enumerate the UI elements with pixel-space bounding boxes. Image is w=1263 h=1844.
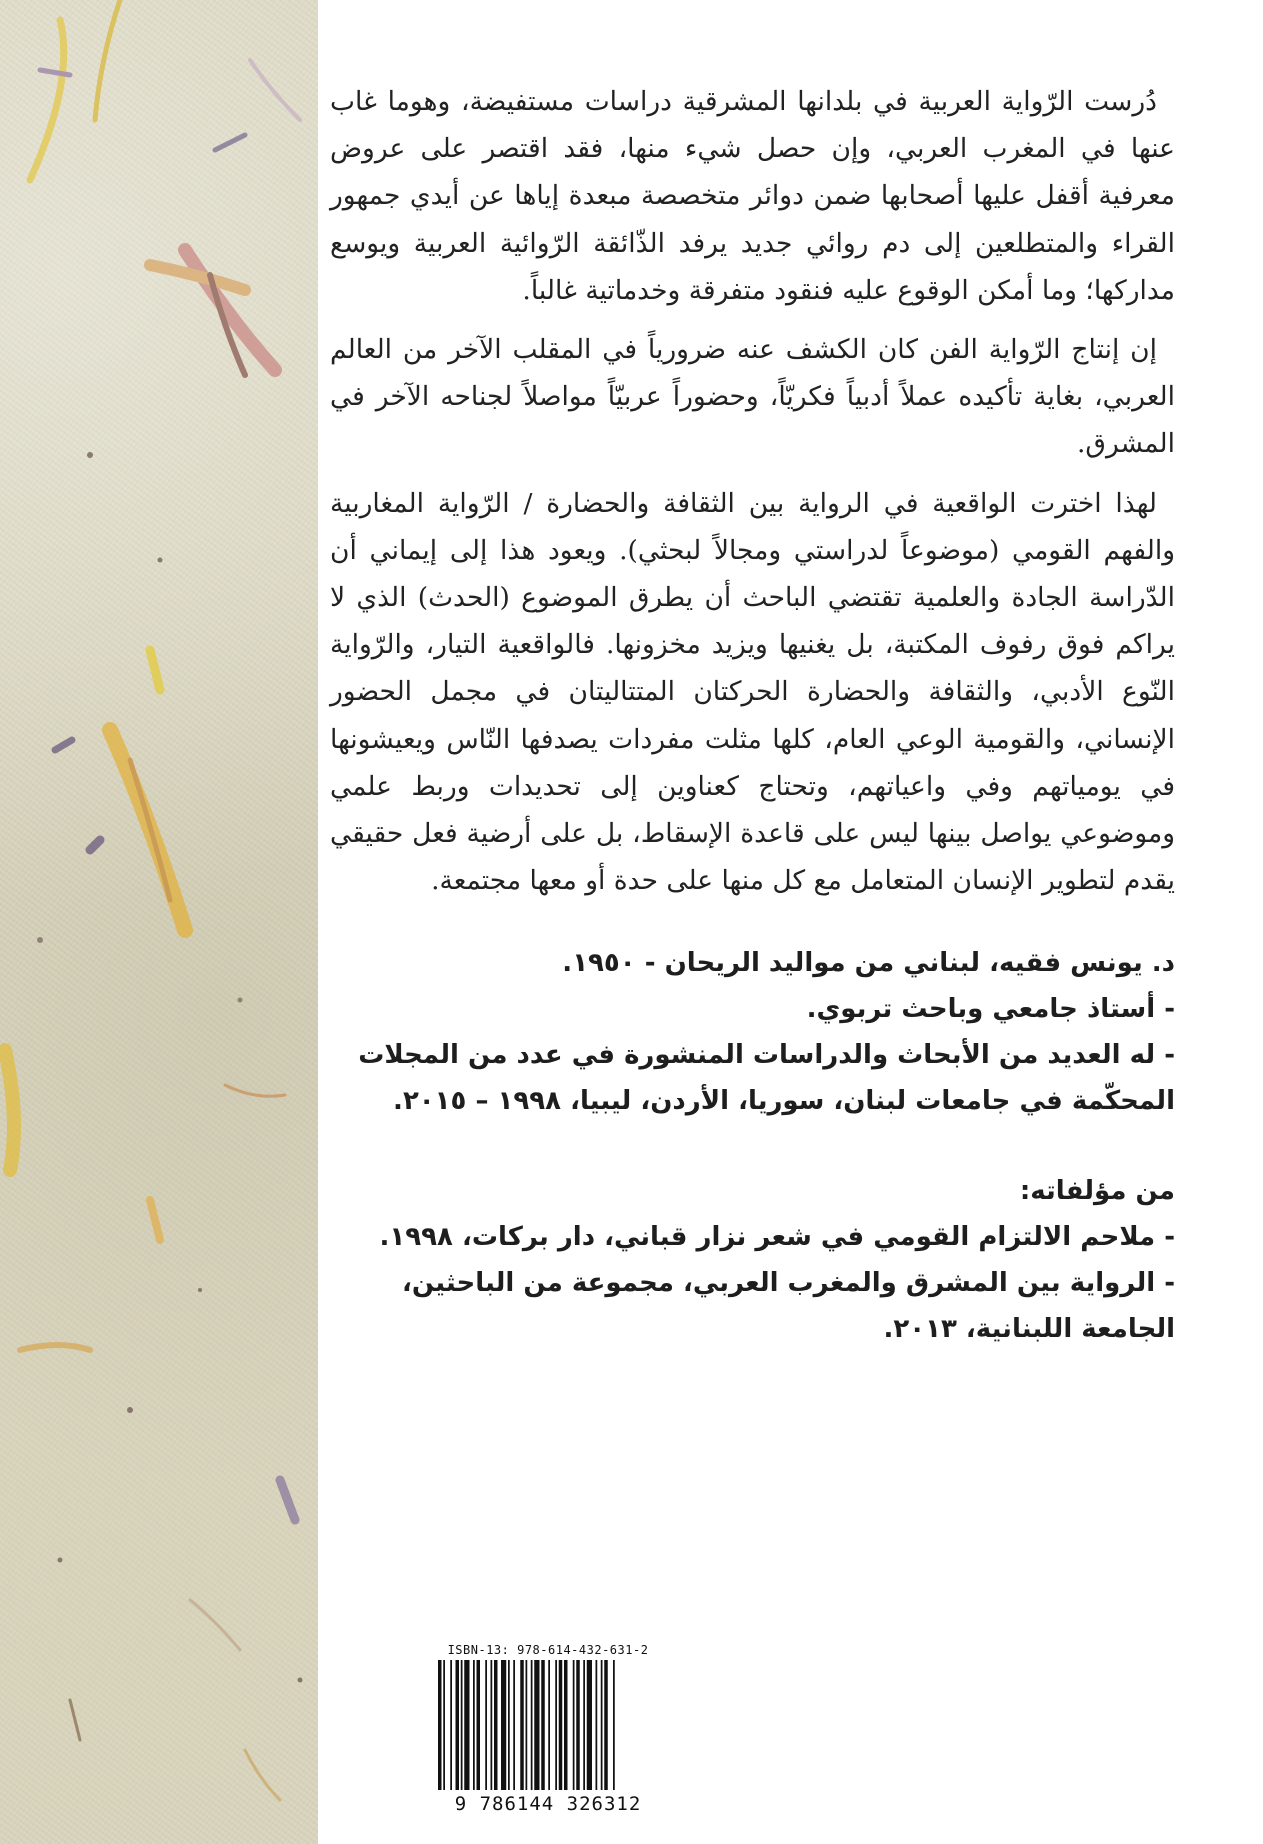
barcode-bar (508, 1660, 510, 1790)
barcode-bar (456, 1660, 460, 1790)
barcode-bar (473, 1660, 475, 1790)
works-heading: من مؤلفاته: (1019, 1176, 1175, 1207)
barcode-bar (534, 1660, 539, 1790)
author-works (330, 1168, 1175, 1352)
barcode-bar (541, 1660, 545, 1790)
author-name-line: د. يونس فقيه، لبناني من مواليد الريحان - ١٩٥٠. (562, 948, 1175, 979)
works-item: - الرواية بين المشرق والمغرب العربي، مجموعة من الباحثين، الجامعة اللبنانية، ٢٠١٣. (401, 1268, 1175, 1345)
barcode-bar (491, 1660, 493, 1790)
author-bio (330, 940, 1175, 1124)
barcode-bar (526, 1660, 528, 1790)
barcode-bar (604, 1660, 608, 1790)
decorative-paper-strip (0, 0, 318, 1844)
isbn-label: ISBN-13: 978-614-432-631-2 (447, 1643, 649, 1657)
barcode-bar (485, 1660, 487, 1790)
barcode-bar (501, 1660, 506, 1790)
back-cover-text (330, 78, 1175, 1352)
barcode-bar (613, 1660, 615, 1790)
author-role-line: - أستاذ جامعي وباحث تربوي. (806, 994, 1175, 1025)
barcode-bar (564, 1660, 568, 1790)
isbn-barcode (432, 1643, 664, 1818)
barcode-bar (596, 1660, 598, 1790)
barcode-bar (464, 1660, 469, 1790)
barcode-bar (548, 1660, 550, 1790)
barcode-bar (576, 1660, 580, 1790)
barcode-bar (450, 1660, 452, 1790)
barcode-bar (601, 1660, 603, 1790)
barcode-bar (461, 1660, 463, 1790)
barcode-bar (443, 1660, 445, 1790)
barcode-bar (513, 1660, 515, 1790)
barcode-bar (559, 1660, 563, 1790)
barcode-bar (531, 1660, 533, 1790)
barcode-icon (432, 1660, 664, 1792)
barcode-bar (438, 1660, 442, 1790)
barcode-bar (583, 1660, 585, 1790)
petal-texture-illustration (0, 0, 318, 1844)
barcode-bar (555, 1660, 557, 1790)
barcode-bar (494, 1660, 498, 1790)
barcode-bar (477, 1660, 481, 1790)
barcode-bar (573, 1660, 575, 1790)
second-paragraph: إن إنتاج الرّواية الفن كان الكشف عنه ضرورياً في المقلب الآخر من العالم العربي، بغاية تأكيده عملاً أدبياً فكريّاً، وحضوراً عربيّاً مواصلاً لجناحه الآخر في المشرق. (330, 334, 1175, 460)
intro-paragraph: دُرست الرّواية العربية في بلدانها المشرقية دراسات مستفيضة، وهوما غاب عنها في المغرب العربي، وإن حصل شيء منها، فقد اقتصر على عروض معرفية أقفل عليها أصحابها ضمن دوائر متخصصة مبعدة إياها عن أيدي جمهور القراء والمتطلعين إلى دم روائي جديد يرفد الذّائقة الرّوائية العربية ويوسع مداركها؛ وما أمكن الوقوع عليه فنقود متفرقة وخدماتية غالباً. (330, 86, 1175, 306)
third-paragraph: لهذا اخترت الواقعية في الرواية بين الثقافة والحضارة / الرّواية المغاربية والفهم القومي (موضوعاً لدراستي ومجالاً لبحثي). ويعود هذا إلى إيماني أن الدّراسة الجادة والعلمية تقتضي الباحث أن يطرق الموضوع (الحدث) الذي لا يراكم فوق رفوف المكتبة، بل يغنيها ويزيد مخزونها. فالواقعية التيار، والرّواية النّوع الأدبي، والثقافة والحضارة الحركتان المتتاليتان في مجمل الحضور الإنساني، والقومية الوعي العام، كلها مثلت مفردات يصدفها النّاس ويعيشونها في يومياتهم وفي واعياتهم، وتحتاج كعناوين إلى تحديدات وربط علمي وموضوعي يواصل بينها ليس على قاعدة الإسقاط، بل على أرضية فعل حقيقي يقدم لتطوير الإنسان المتعامل مع كل منها على حدة أو معها مجتمعة. (330, 487, 1175, 897)
barcode-bar (587, 1660, 592, 1790)
barcode-digits: 9 786144 326312 (454, 1793, 642, 1815)
author-research-line: - له العديد من الأبحاث والدراسات المنشورة في عدد من المجلات المحكّمة في جامعات لبنان، سوريا، الأردن، ليبيا، ١٩٩٨ – ٢٠١٥. (358, 1040, 1175, 1117)
works-item: - ملاحم الالتزام القومي في شعر نزار قباني، دار بركات، ١٩٩٨. (379, 1222, 1175, 1253)
barcode-bar (520, 1660, 524, 1790)
